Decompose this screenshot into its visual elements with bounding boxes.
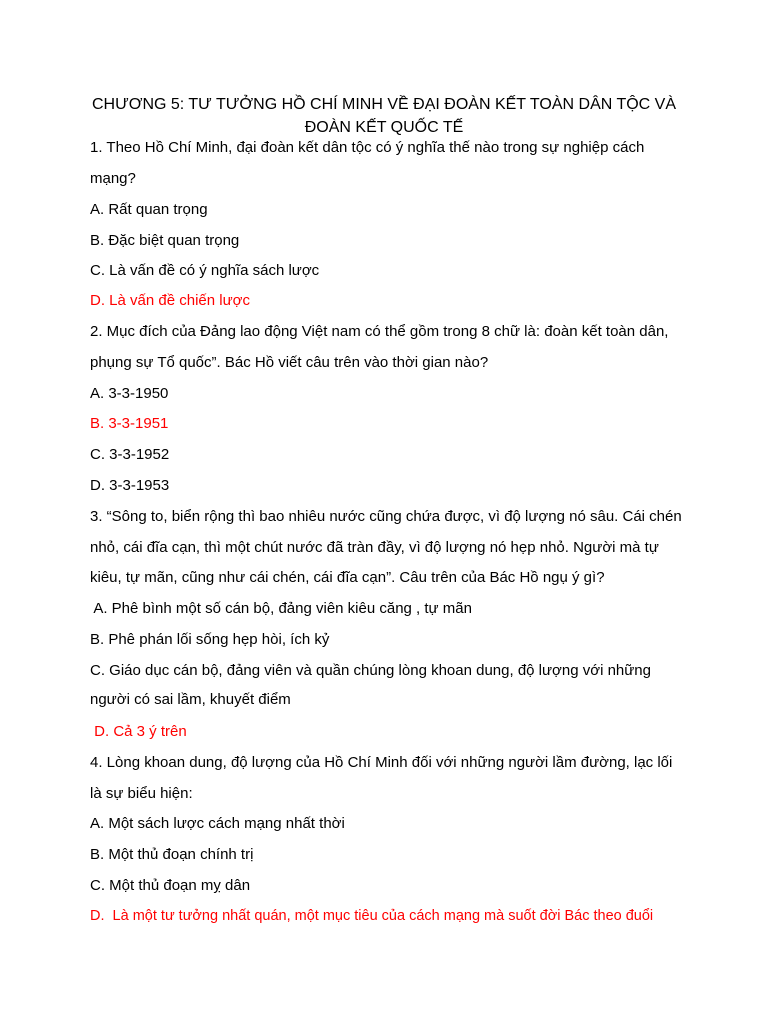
question-1-option-a: A. Rất quan trọng (90, 201, 208, 218)
question-4-option-c: C. Một thủ đoạn mỵ dân (90, 877, 251, 894)
question-3-text-line-1: 3. “Sông to, biển rộng thì bao nhiêu nước cũng chứa được, vì độ lượng nó sâu. Cái chén (90, 508, 682, 525)
question-3-option-c-line-1: C. Giáo dục cán bộ, đảng viên và quần chúng lòng khoan dung, độ lượng với những (90, 662, 651, 679)
question-1-text-line-2: mạng? (90, 170, 136, 187)
question-3-option-b: B. Phê phán lối sống hẹp hòi, ích kỷ (90, 631, 330, 648)
question-3-text-line-3: kiêu, tự mãn, cũng như cái chén, cái đĩa cạn”. Câu trên của Bác Hồ ngụ ý gì? (90, 569, 605, 586)
question-4-option-b: B. Một thủ đoạn chính trị (90, 846, 254, 863)
question-1-option-c: C. Là vấn đề có ý nghĩa sách lược (90, 262, 320, 279)
question-4-text-line-2: là sự biểu hiện: (90, 785, 193, 802)
question-2-option-a: A. 3-3-1950 (90, 385, 169, 402)
question-4-option-a: A. Một sách lược cách mạng nhất thời (90, 815, 345, 832)
chapter-title-line-2: ĐOÀN KẾT QUỐC TẾ (304, 119, 464, 136)
question-3-option-d-correct: D. Cả 3 ý trên (90, 723, 187, 740)
question-1-text-line-1: 1. Theo Hồ Chí Minh, đại đoàn kết dân tộc có ý nghĩa thế nào trong sự nghiệp cách (90, 139, 645, 156)
question-2-option-c: C. 3-3-1952 (90, 446, 170, 463)
question-2-option-b-correct: B. 3-3-1951 (90, 415, 169, 432)
question-4-text-line-1: 4. Lòng khoan dung, độ lượng của Hồ Chí Minh đối với những người lầm đường, lạc lối (90, 754, 673, 771)
question-3-option-a: A. Phê bình một số cán bộ, đảng viên kiêu căng , tự mãn (90, 600, 472, 617)
question-4-option-d-correct: D. Là một tư tưởng nhất quán, một mục tiêu của cách mạng mà suốt đời Bác theo đuổi (90, 908, 654, 924)
question-2-text-line-1: 2. Mục đích của Đảng lao động Việt nam có thể gồm trong 8 chữ là: đoàn kết toàn dân, (90, 323, 669, 340)
question-3-option-c-line-2: người có sai lầm, khuyết điểm (90, 691, 291, 708)
question-1-option-d-correct: D. Là vấn đề chiến lược (90, 292, 250, 309)
question-3-text-line-2: nhỏ, cái đĩa cạn, thì một chút nước đã tràn đầy, vì độ lượng nó hẹp nhỏ. Người mà tự (90, 539, 659, 556)
chapter-title-line-1: CHƯƠNG 5: TƯ TƯỞNG HỒ CHÍ MINH VỀ ĐẠI ĐOÀN KẾT TOÀN DÂN TỘC VÀ (91, 96, 677, 113)
question-1-option-b: B. Đặc biệt quan trọng (90, 232, 240, 249)
question-2-text-line-2: phụng sự Tổ quốc”. Bác Hồ viết câu trên vào thời gian nào? (90, 354, 489, 371)
question-2-option-d: D. 3-3-1953 (90, 477, 170, 494)
